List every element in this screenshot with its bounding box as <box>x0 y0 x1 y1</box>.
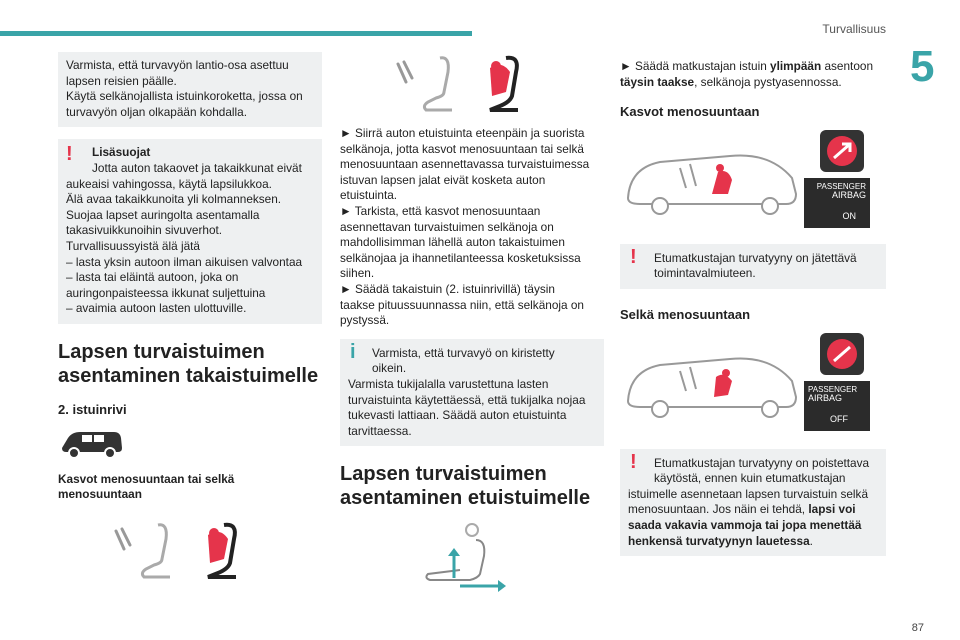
column-2 <box>340 52 604 592</box>
warning-line: käytöstä, ennen kuin etumatkustajan <box>654 471 846 486</box>
intro-text: ► Säädä matkustajan istuin <box>620 59 771 73</box>
airbag-label: AIRBAG <box>831 189 866 200</box>
warning-title: Lisäsuojat <box>92 145 151 160</box>
chapter-tab <box>900 40 960 96</box>
warning-line: Jotta auton takaovet ja takaikkunat eivät <box>92 160 302 175</box>
airbag-label: AIRBAG <box>808 392 843 403</box>
warning-icon: ! <box>66 143 73 166</box>
warning-line <box>628 534 878 550</box>
note-line: Varmista, että turvavyön lantio-osa asettuu <box>66 58 289 72</box>
section-title: Turvallisuus <box>822 22 886 36</box>
warning-line: Suojaa lapset auringolta asentamalla <box>66 207 260 222</box>
text-line: istuvan lapsen jalat eivät kosketa auton <box>340 172 546 187</box>
note-line: turvavyön oljan olkapään kohdalla. <box>66 104 248 119</box>
info-line: oikein. <box>372 361 407 376</box>
warning-line: Älä avaa takaikkunoita yli kolmanneksen. <box>66 192 282 207</box>
info-line: turvaistuinta käytettäessä, että tukijalka nojaa <box>348 392 586 407</box>
page-number: 87 <box>911 622 924 634</box>
airbag-state: ON <box>842 210 856 221</box>
column-3 <box>620 52 886 568</box>
text-line: ► Tarkista, että kasvot menosuuntaan <box>340 203 541 218</box>
text-line: pystyssä. <box>340 313 390 328</box>
subheading-forward: Kasvot menosuuntaan <box>620 104 760 120</box>
warning-line: – lasta tai eläintä autoon, joka on <box>66 270 239 285</box>
warning-icon: ! <box>630 450 637 473</box>
warning-line: Etumatkustajan turvatyyny on jätettävä <box>654 250 857 265</box>
note-box <box>58 52 322 127</box>
text-line: asennettavan turvaistuimen selkänoja on <box>340 219 554 234</box>
intro-text: , selkänoja pystyasennossa. <box>694 74 842 89</box>
heading-line: Lapsen turvaistuimen <box>58 340 265 363</box>
info-icon: i <box>350 340 356 363</box>
info-line: tarvittaessa. <box>348 423 412 438</box>
heading-line: asentaminen takaistuimelle <box>58 364 319 387</box>
intro-bold: ylimpään <box>770 59 822 73</box>
text-line: ► Siirrä auton etuistuinta eteenpäin ja suorista <box>340 126 585 140</box>
text-line: ► Säädä takaistuin (2. istuinrivillä) täysin <box>340 281 555 296</box>
section-heading <box>340 462 604 510</box>
header-bar <box>0 31 472 36</box>
intro-text: asentoon <box>821 59 874 73</box>
seat-illustration-top <box>392 52 604 114</box>
warning-icon: ! <box>630 245 637 268</box>
caption-line: Kasvot menosuuntaan tai selkä <box>58 471 235 486</box>
figure-caption <box>58 472 322 503</box>
info-line: Varmista, että turvavyö on kiristetty <box>372 345 555 360</box>
warning-line: takasivuikkunoihin sivuverhot. <box>66 223 223 238</box>
subheading: 2. istuinrivi <box>58 401 127 417</box>
airbag-label: PASSENGER <box>808 384 858 394</box>
heading-line: asentaminen etuistuimelle <box>340 487 591 510</box>
warning-line: istuimelle asennetaan lapsen turvaistuin selkä <box>628 486 869 501</box>
airbag-panel-off <box>804 381 870 431</box>
text-line: selkänojaa ja ihannetilanteessa kosketuksissa <box>340 250 581 265</box>
warning-line: – avaimia autoon lasten ulottuville. <box>66 301 247 316</box>
car-forward-figure <box>620 128 886 232</box>
van-illustration <box>58 426 322 462</box>
info-box <box>340 339 604 447</box>
text-line: etuistuinta. <box>340 188 398 203</box>
airbag-panel-on <box>804 178 870 228</box>
warning-line <box>628 502 878 518</box>
section-heading <box>58 340 322 388</box>
warning-line: toimintavalmiuteen. <box>654 266 756 281</box>
car-rear-figure <box>620 331 886 435</box>
warning-line: auringonpaisteessa ikkunat suljettuina <box>66 285 266 300</box>
airbag-state: OFF <box>830 413 848 424</box>
note-line: lapsen reisien päälle. <box>66 73 177 88</box>
info-line: Varmista tukijalalla varustettuna lasten <box>348 376 549 391</box>
heading-line: Lapsen turvaistuimen <box>340 463 547 486</box>
warning-bold: lapsi voi <box>808 502 856 517</box>
warning-line: – lasta yksin autoon ilman aikuisen valvontaa <box>66 254 303 269</box>
subheading-rear: Selkä menosuuntaan <box>620 306 751 322</box>
caption-line: menosuuntaan <box>58 487 142 502</box>
warning-text: . <box>809 533 813 548</box>
warning-box <box>620 449 886 557</box>
text-line: selkänoja, jotta kasvot menosuuntaan tai selkä <box>340 141 584 156</box>
text-line: siihen. <box>340 266 375 281</box>
text-line: taakse pituussuunnassa niin, että selkänoja on <box>340 297 584 312</box>
warning-box <box>620 244 886 289</box>
text-line: menosuuntaan asennettavassa turvaistuimessa <box>340 157 590 172</box>
chapter-number: 5 <box>910 42 935 91</box>
warning-bold: henkensä turvatyynyn lauetessa <box>628 533 810 548</box>
column-1 <box>58 52 322 581</box>
warning-line: Etumatkustajan turvatyyny on poistettava <box>654 455 870 470</box>
warning-bold: saada vakavia vammoja tai jopa menettää <box>628 517 862 532</box>
seat-adjust-illustration <box>410 522 604 592</box>
text-line: mahdollisimman lähellä auton takaistuimen <box>340 235 565 250</box>
note-line: Käytä selkänojallista istuinkoroketta, jossa on <box>66 89 303 104</box>
airbag-label: PASSENGER <box>816 181 866 191</box>
warning-line: Turvallisuussyistä älä jätä <box>66 238 200 253</box>
warning-line: aukeaisi vahingossa, käytä lapsilukkoa. <box>66 176 272 191</box>
info-line: tukevasti lattiaan. Säädä auton etuistuinta <box>348 408 567 423</box>
warning-box <box>58 139 322 324</box>
seat-illustration <box>110 519 322 581</box>
intro <box>620 59 886 90</box>
intro-bold: täysin taakse <box>620 74 695 89</box>
instructions <box>340 126 604 329</box>
warning-text: menosuuntaan. Jos näin ei tehdä, <box>628 502 809 517</box>
